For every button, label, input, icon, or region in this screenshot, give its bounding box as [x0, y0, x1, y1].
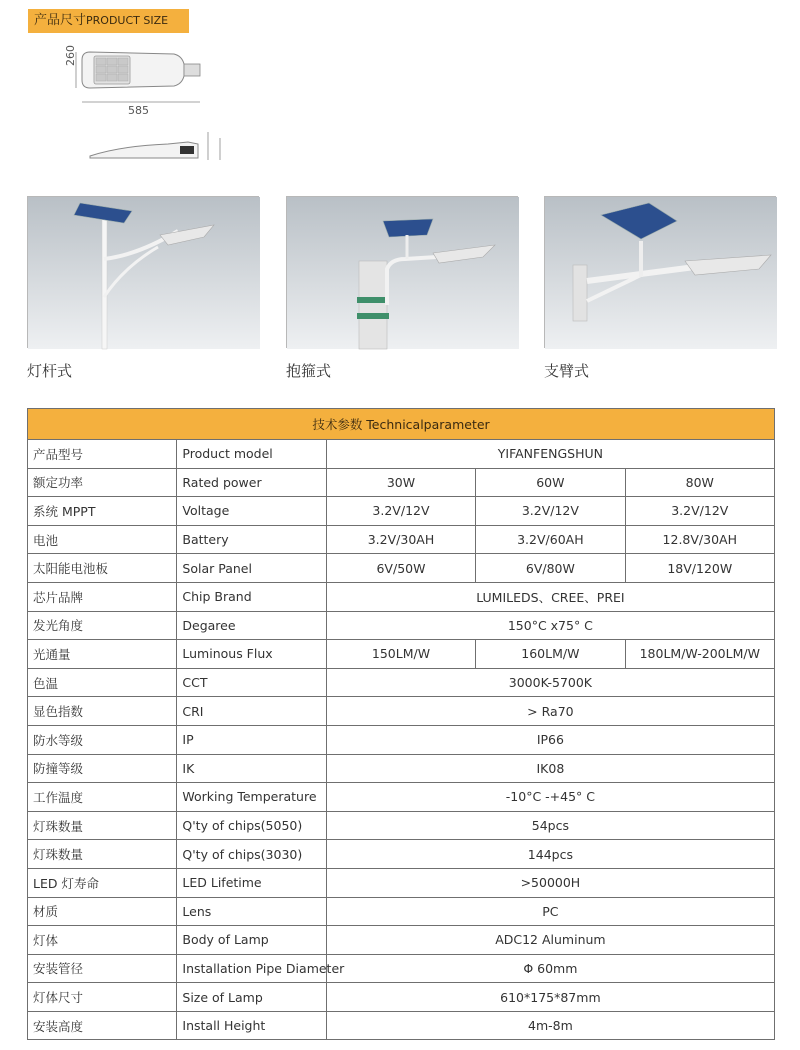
param-name-zh: 产品型号	[28, 440, 177, 469]
arm-mount-photo	[544, 196, 776, 348]
table-title: 技术参数 Technicalparameter	[28, 409, 775, 440]
table-row	[28, 582, 775, 611]
param-name-en: CCT	[177, 668, 326, 697]
param-name-en: IK	[177, 754, 326, 783]
param-name-en: Body of Lamp	[177, 926, 326, 955]
table-row	[28, 983, 775, 1012]
lamp-top-view-drawing	[56, 44, 216, 116]
param-value: LUMILEDS、CREE、PREI	[326, 582, 774, 611]
param-name-zh: 安装高度	[28, 1011, 177, 1040]
param-value: 80W	[625, 468, 774, 497]
param-name-zh: 安装管径	[28, 954, 177, 983]
param-value: 12.8V/30AH	[625, 525, 774, 554]
param-name-en: LED Lifetime	[177, 868, 326, 897]
param-value: > Ra70	[326, 697, 774, 726]
param-name-en: Product model	[177, 440, 326, 469]
table-row	[28, 783, 775, 812]
table-row	[28, 868, 775, 897]
param-name-zh: 光通量	[28, 640, 177, 669]
param-value: YIFANFENGSHUN	[326, 440, 774, 469]
product-size-header	[28, 9, 189, 33]
table-row	[28, 611, 775, 640]
param-name-zh: 太阳能电池板	[28, 554, 177, 583]
hoop-mount-photo	[286, 196, 518, 348]
param-name-en: IP	[177, 725, 326, 754]
product-size-label-en: PRODUCT SIZE	[86, 14, 169, 27]
pole-mount-caption: 灯杆式	[27, 362, 73, 380]
param-name-en: Battery	[177, 525, 326, 554]
table-row	[28, 640, 775, 669]
table-row	[28, 668, 775, 697]
param-name-zh: 电池	[28, 525, 177, 554]
pole-mount-photo	[27, 196, 259, 348]
param-name-zh: 灯体	[28, 926, 177, 955]
table-row	[28, 754, 775, 783]
product-size-label-zh: 产品尺寸	[34, 13, 87, 28]
table-title-row	[28, 409, 775, 440]
param-value: ADC12 Aluminum	[326, 926, 774, 955]
technical-parameter-table	[27, 408, 775, 1040]
table-row	[28, 725, 775, 754]
param-name-zh: 工作温度	[28, 783, 177, 812]
table-row	[28, 697, 775, 726]
table-row	[28, 926, 775, 955]
param-name-en: Rated power	[177, 468, 326, 497]
param-name-en: CRI	[177, 697, 326, 726]
param-value: 6V/80W	[476, 554, 625, 583]
param-value: 144pcs	[326, 840, 774, 869]
param-name-en: Working Temperature	[177, 783, 326, 812]
param-name-en: Chip Brand	[177, 582, 326, 611]
param-value: 3.2V/12V	[476, 497, 625, 526]
param-name-en: Installation Pipe Diameter	[177, 954, 326, 983]
param-name-zh: 防水等级	[28, 725, 177, 754]
param-name-zh: 色温	[28, 668, 177, 697]
param-name-en: Lens	[177, 897, 326, 926]
table-row	[28, 897, 775, 926]
param-value: 54pcs	[326, 811, 774, 840]
param-name-zh: 发光角度	[28, 611, 177, 640]
table-row	[28, 954, 775, 983]
param-value: Φ 60mm	[326, 954, 774, 983]
param-name-en: Luminous Flux	[177, 640, 326, 669]
param-name-zh: 额定功率	[28, 468, 177, 497]
param-name-zh: 防撞等级	[28, 754, 177, 783]
param-value: 3000K-5700K	[326, 668, 774, 697]
table-row	[28, 440, 775, 469]
param-name-en: Q'ty of chips(5050)	[177, 811, 326, 840]
param-name-zh: 系统 MPPT	[28, 497, 177, 526]
param-name-en: Solar Panel	[177, 554, 326, 583]
table-row	[28, 1011, 775, 1040]
hoop-mount-caption: 抱箍式	[286, 362, 332, 380]
param-value: IK08	[326, 754, 774, 783]
table-row	[28, 840, 775, 869]
table-row	[28, 468, 775, 497]
param-value: IP66	[326, 725, 774, 754]
param-value: 30W	[326, 468, 475, 497]
param-value: 160LM/W	[476, 640, 625, 669]
param-value: PC	[326, 897, 774, 926]
table-row	[28, 554, 775, 583]
param-value: 150°C x75° C	[326, 611, 774, 640]
table-row	[28, 811, 775, 840]
param-value: 4m-8m	[326, 1011, 774, 1040]
param-name-en: Size of Lamp	[177, 983, 326, 1012]
param-name-zh: 灯珠数量	[28, 811, 177, 840]
param-value: -10°C -+45° C	[326, 783, 774, 812]
lamp-side-view-drawing	[80, 112, 240, 172]
param-name-zh: 灯体尺寸	[28, 983, 177, 1012]
table-row	[28, 497, 775, 526]
param-value: 3.2V/12V	[625, 497, 774, 526]
param-value: 180LM/W-200LM/W	[625, 640, 774, 669]
param-name-zh: 材质	[28, 897, 177, 926]
param-value: 60W	[476, 468, 625, 497]
arm-mount-caption: 支臂式	[544, 362, 590, 380]
dimension-width-label: 585	[128, 104, 149, 117]
param-name-zh: 显色指数	[28, 697, 177, 726]
param-value: 3.2V/12V	[326, 497, 475, 526]
param-value: 18V/120W	[625, 554, 774, 583]
dimension-height-label: 260	[64, 45, 77, 66]
param-name-zh: LED 灯寿命	[28, 868, 177, 897]
param-name-en: Voltage	[177, 497, 326, 526]
param-value: 150LM/W	[326, 640, 475, 669]
param-name-zh: 灯珠数量	[28, 840, 177, 869]
table-row	[28, 525, 775, 554]
param-name-en: Degaree	[177, 611, 326, 640]
param-value: 3.2V/60AH	[476, 525, 625, 554]
param-name-en: Install Height	[177, 1011, 326, 1040]
param-value: 3.2V/30AH	[326, 525, 475, 554]
param-name-en: Q'ty of chips(3030)	[177, 840, 326, 869]
param-value: 6V/50W	[326, 554, 475, 583]
param-value: 610*175*87mm	[326, 983, 774, 1012]
param-name-zh: 芯片品牌	[28, 582, 177, 611]
param-value: >50000H	[326, 868, 774, 897]
